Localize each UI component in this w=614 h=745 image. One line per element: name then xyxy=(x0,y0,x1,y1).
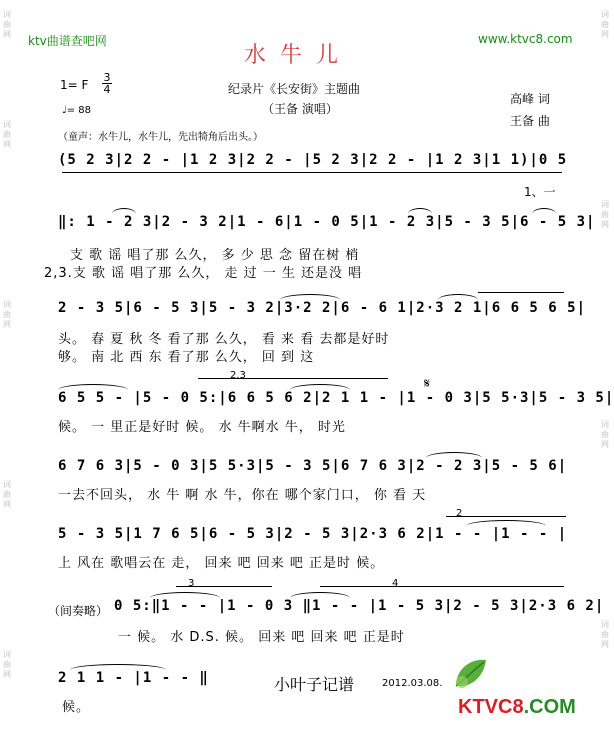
volta-bracket xyxy=(446,516,566,517)
watermark-char: 网 xyxy=(3,670,11,679)
score-row-7-lyric: 一 候。 水 D.S. 候。 回来 吧 回来 吧 正是时 xyxy=(118,630,405,645)
logo-domain-text: .COM xyxy=(523,696,576,718)
slur xyxy=(426,452,482,458)
score-row-4-notes: 6 5 5 - |5 - 0 5:|6 6 5 6 2|2 1 1 - |1 - 0 3|5 5·3|5 - 3 5| xyxy=(58,390,614,406)
segno-sign: 𝄋 xyxy=(424,376,431,392)
ktvc8-logo[interactable] xyxy=(458,696,576,719)
score-row-7-notes: 0 5:‖1 - - |1 - 0 3 ‖1 - - |1 - 5 3|2 - 5 3|2·3 6 2| xyxy=(114,598,605,614)
volta-bracket xyxy=(320,586,564,587)
watermark-char: 网 xyxy=(601,440,609,449)
watermark-char: 词 xyxy=(601,620,609,629)
watermark-char: 词 xyxy=(3,650,11,659)
watermark-char: 曲 xyxy=(601,430,609,439)
time-signature-bottom: 4 xyxy=(103,83,111,96)
watermark-char: 曲 xyxy=(3,130,11,139)
transcriber-signature: 小叶子记谱 xyxy=(274,675,355,694)
slur xyxy=(438,294,478,300)
score-row-6-lyric: 上 风在 歌唱云在 走， 回来 吧 回来 吧 正是时 候。 xyxy=(58,556,385,571)
slur xyxy=(532,208,556,214)
leaf-logo-icon xyxy=(450,656,490,696)
watermark-char: 网 xyxy=(3,500,11,509)
interlude-note: （间奏略） xyxy=(48,604,109,618)
song-title: 水牛儿 xyxy=(244,43,353,68)
volta-label: 2 xyxy=(456,508,463,519)
tempo-marking: ♩= 88 xyxy=(62,105,91,116)
score-row-2-lyric-1: 支 歌 谣 唱了那 么久， 多 少 思 念 留在树 梢 xyxy=(70,248,360,263)
slur xyxy=(466,520,546,526)
volta-bracket xyxy=(176,586,272,587)
score-row-3-lyric-1: 头。 春 夏 秋 冬 看了那 么久， 看 来 看 去都是好时 xyxy=(58,332,390,347)
slur xyxy=(150,592,220,598)
score-row-5-notes: 6 7 6 3|5 - 0 3|5 5·3|5 - 3 5|6 7 6 3|2 - 2 3|5 - 5 6| xyxy=(58,458,568,474)
lyricist-credit: 高峰 词 xyxy=(510,92,550,106)
watermark-char: 词 xyxy=(3,120,11,129)
volta-bracket xyxy=(198,378,388,379)
watermark-char: 曲 xyxy=(601,210,609,219)
time-signature xyxy=(102,72,112,95)
composer-credit: 王备 曲 xyxy=(510,114,550,128)
score-row-8-lyric: 候。 xyxy=(62,700,91,715)
score-row-6-notes: 5 - 3 5|1 7 6 5|6 - 5 3|2 - 5 3|2·3 6 2|1 - - |1 - - | xyxy=(58,526,568,542)
site-name-left[interactable]: ktv曲谱查吧网 xyxy=(28,34,107,48)
site-url-right[interactable]: www.ktvc8.com xyxy=(478,32,573,46)
watermark-char: 曲 xyxy=(601,630,609,639)
watermark-char: 词 xyxy=(3,300,11,309)
slur xyxy=(112,208,136,214)
subtitle: 纪录片《长安街》主题曲 xyxy=(228,82,361,96)
watermark-char: 网 xyxy=(3,140,11,149)
time-signature-top: 3 xyxy=(103,71,111,84)
watermark-char: 词 xyxy=(3,10,11,19)
volta-label: 2.3 xyxy=(230,370,246,381)
watermark-char: 曲 xyxy=(3,660,11,669)
watermark-char: 曲 xyxy=(3,310,11,319)
volta-bracket xyxy=(478,292,564,293)
slur xyxy=(70,664,166,670)
slur xyxy=(58,384,128,390)
score-row-4-lyric: 候。 一 里正是好时 候。 水 牛啊水 牛， 时光 xyxy=(58,420,346,435)
volta-label: 4 xyxy=(392,578,399,589)
score-row-3-notes: 2 - 3 5|6 - 5 3|5 - 3 2|3·2 2|6 - 6 1|2·3 2 1|6 6 5 6 5| xyxy=(58,300,587,316)
slur xyxy=(290,384,350,390)
watermark-char: 曲 xyxy=(3,20,11,29)
score-row-8-notes: 2 1 1 - |1 - - ‖ xyxy=(58,670,209,686)
watermark-char: 网 xyxy=(601,30,609,39)
watermark-char: 网 xyxy=(601,640,609,649)
watermark-char: 词 xyxy=(601,420,609,429)
watermark-char: 网 xyxy=(601,220,609,229)
watermark-char: 网 xyxy=(3,320,11,329)
score-row-3-lyric-2: 够。 南 北 西 东 看了那 么久， 回 到 这 xyxy=(58,350,315,365)
underline xyxy=(62,172,562,173)
score-row-2-notes: ‖: 1 - 2 3|2 - 3 2|1 - 6|1 - 0 5|1 - 2 3|5 - 3 5|6 - 5 3| xyxy=(58,214,596,230)
score-row-2-lyric-2: 2,3.支 歌 谣 唱了那 么久， 走 过 一 生 还是没 唱 xyxy=(44,266,363,281)
score-row-5-lyric: 一去不回头， 水 牛 啊 水 牛，你在 哪个家门口， 你 看 天 xyxy=(58,488,427,503)
singer-credit: （王备 演唱） xyxy=(262,102,338,116)
watermark-char: 词 xyxy=(601,200,609,209)
watermark-char: 网 xyxy=(3,30,11,39)
slur xyxy=(408,208,432,214)
watermark-char: 词 xyxy=(601,10,609,19)
watermark-char: 词 xyxy=(3,480,11,489)
score-row-1-notes: (5 2 3|2 2 - |1 2 3|2 2 - |5 2 3|2 2 - |1 2 3|1 1)|0 5 xyxy=(58,152,568,168)
logo-main-text: KTVC8 xyxy=(458,696,524,718)
key-signature: 1= F xyxy=(60,78,89,92)
watermark-char: 曲 xyxy=(601,20,609,29)
slur xyxy=(280,294,340,300)
volta-label: 3 xyxy=(188,578,195,589)
score-row-1-lyric: 1、一 xyxy=(524,185,556,199)
performance-note: （童声：水牛儿，水牛儿，先出犄角后出头。） xyxy=(58,132,263,143)
slur xyxy=(290,592,350,598)
watermark-char: 曲 xyxy=(3,490,11,499)
transcription-date: 2012.03.08. xyxy=(382,678,443,689)
